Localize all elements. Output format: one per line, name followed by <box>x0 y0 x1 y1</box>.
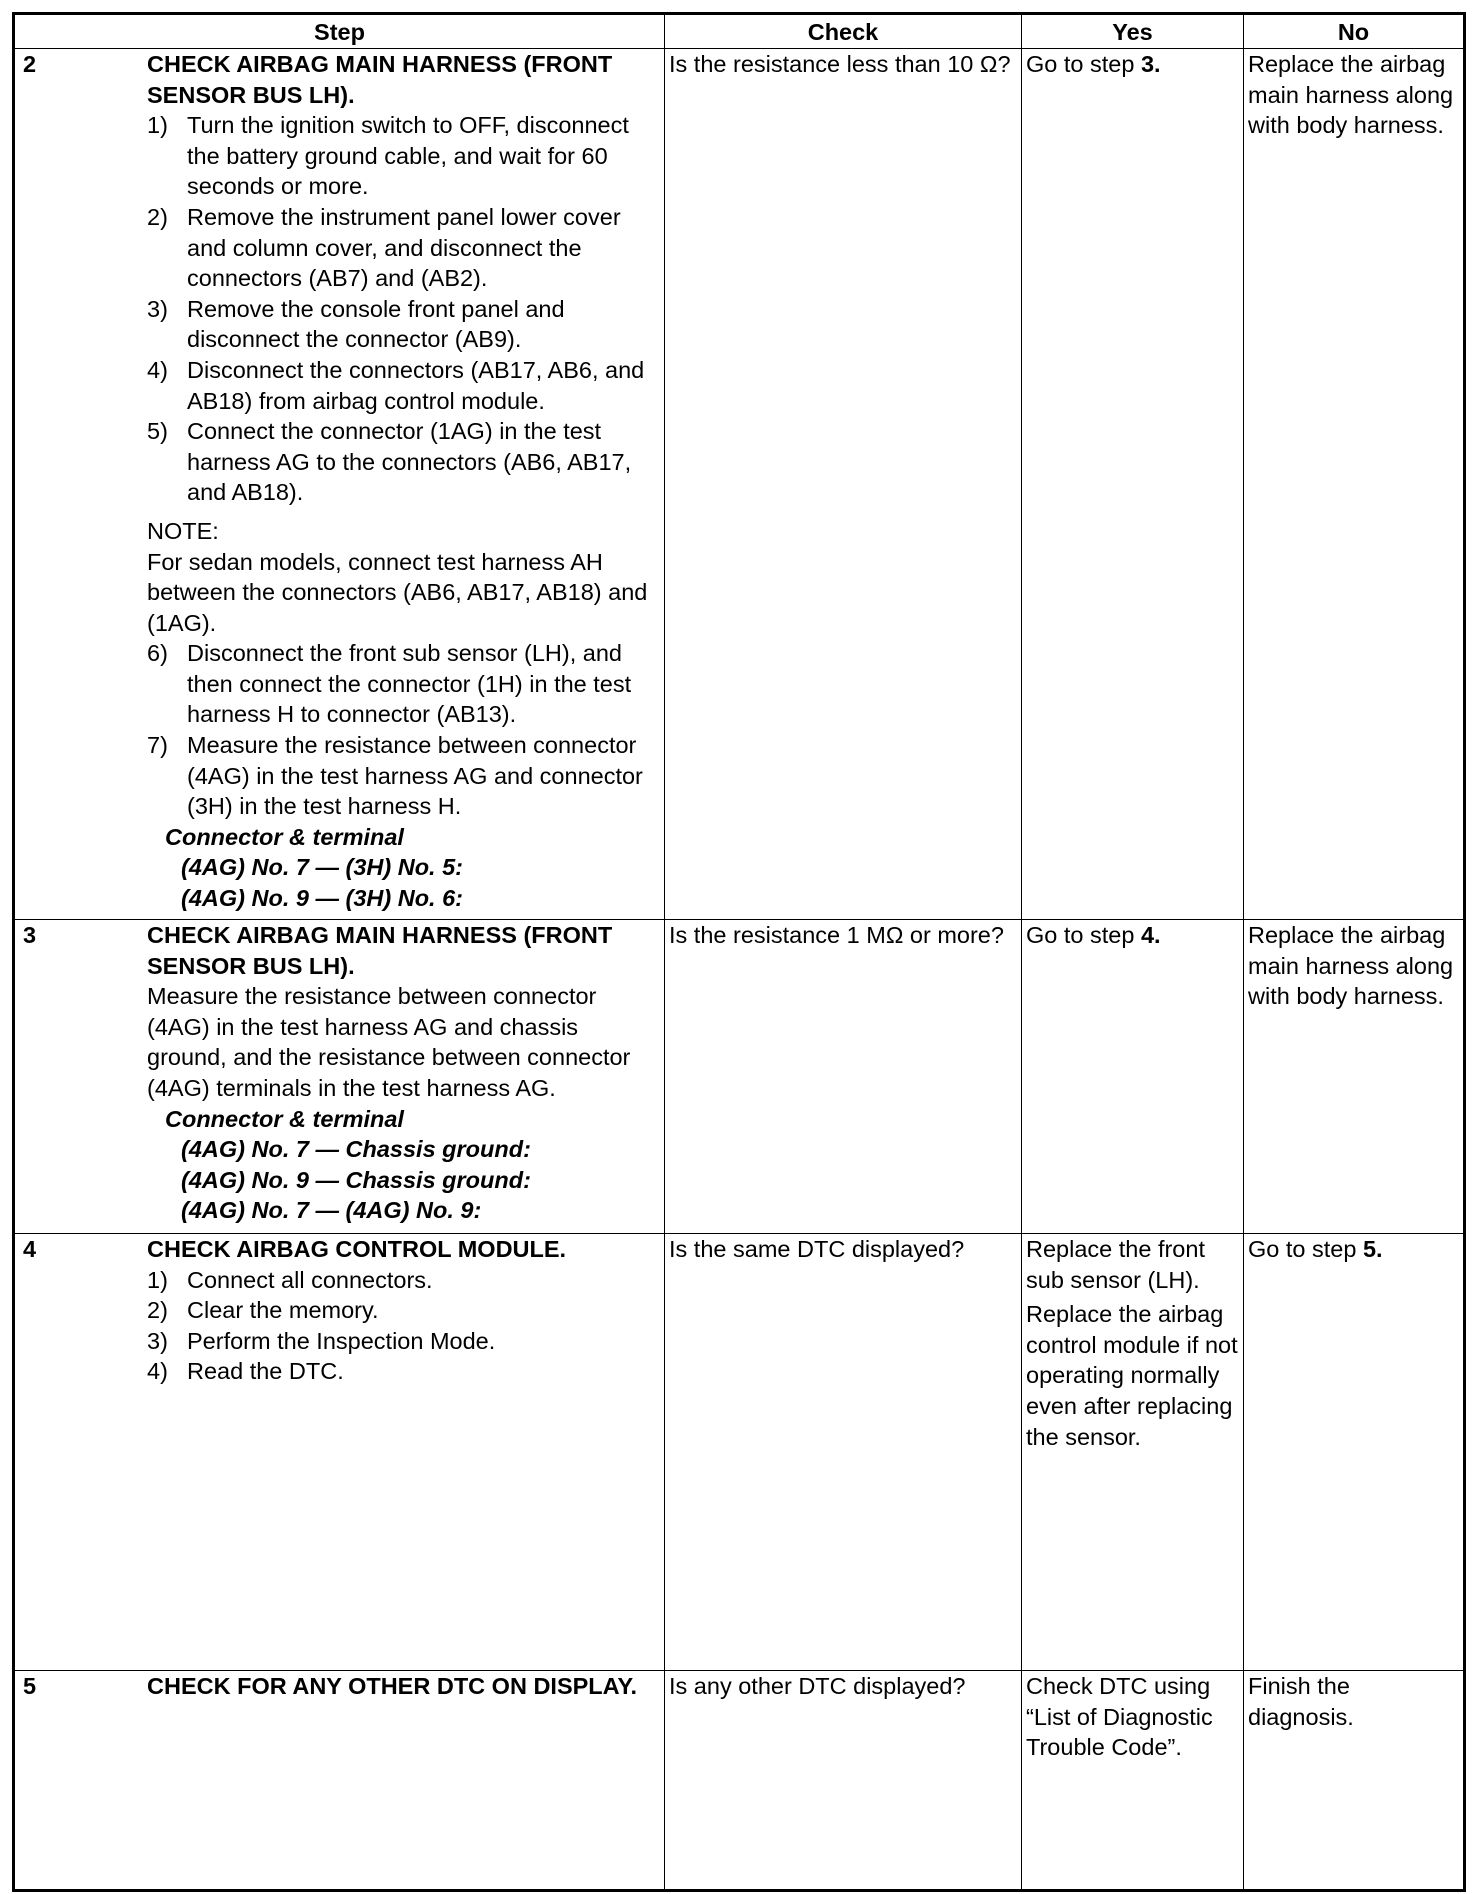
header-check: Check <box>665 14 1022 49</box>
item-number: 4) <box>147 356 168 383</box>
step-title: CHECK AIRBAG MAIN HARNESS (FRONT SENSOR BUS LH). <box>147 922 613 979</box>
terminal-spec: (4AG) No. 7 — (3H) No. 5: <box>181 854 464 881</box>
item-text: Connect the connector (1AG) in the test harness AG to the connectors (AB6, AB17, and AB18). <box>187 418 632 506</box>
yes-prefix: Go to step <box>1026 922 1141 948</box>
item-text: Remove the instrument panel lower cover and column cover, and disconnect the connectors (AB7) and (AB2). <box>187 203 621 292</box>
item-number: 1) <box>147 112 168 139</box>
check-cell: Is the resistance 1 MΩ or more? <box>665 920 1022 1234</box>
note-label: NOTE: <box>147 517 219 544</box>
no-step-ref: 5 <box>1362 1236 1377 1262</box>
item-number: 1) <box>147 1266 168 1293</box>
connector-label: Connector & terminal <box>165 1105 404 1132</box>
step-body <box>147 1234 660 1387</box>
yes-suffix: . <box>1154 51 1161 77</box>
no-cell: Finish the diagnosis. <box>1244 1671 1465 1891</box>
step-number: 2 <box>23 51 37 77</box>
step-description: Measure the resistance between connector (4AG) in the test harness AG and chassis ground, and the resistance between connector (4AG) terminals in the test harness AG. <box>147 983 631 1101</box>
yes-cell: Check DTC using “List of Diagnostic Trouble Code”. <box>1022 1671 1244 1891</box>
item-number: 7) <box>147 732 168 759</box>
header-step: Step <box>14 14 665 49</box>
step-cell <box>14 1234 665 1671</box>
terminal-spec: (4AG) No. 7 — Chassis ground: <box>181 1136 531 1163</box>
yes-step-ref: 4 <box>1140 922 1155 948</box>
no-suffix: . <box>1376 1236 1383 1262</box>
no-prefix: Go to step <box>1248 1236 1363 1262</box>
check-cell: Is the same DTC displayed? <box>665 1234 1022 1671</box>
item-text: Connect all connectors. <box>187 1266 433 1293</box>
item-text: Turn the ignition switch to OFF, disconnect the battery ground cable, and wait for 60 seconds or more. <box>187 112 629 200</box>
item-text: Remove the console front panel and disconnect the connector (AB9). <box>187 295 565 353</box>
yes-cell <box>1022 49 1244 920</box>
step-cell <box>14 49 665 920</box>
item-number: 4) <box>147 1358 168 1385</box>
yes-cell <box>1022 920 1244 1234</box>
item-number: 2) <box>147 1297 168 1324</box>
item-text: Disconnect the front sub sensor (LH), and then connect the connector (1H) in the test harness H to connector (AB13). <box>187 640 632 728</box>
item-number: 2) <box>147 203 168 230</box>
note-text: For sedan models, connect test harness AH between the connectors (AB6, AB17, AB18) and (1AG). <box>147 548 648 636</box>
yes-suffix: . <box>1154 922 1161 948</box>
yes-text: Replace the airbag control module if not operating normally even after replacing the sensor. <box>1026 1301 1238 1450</box>
yes-prefix: Go to step <box>1026 51 1141 77</box>
check-cell: Is the resistance less than 10 Ω? <box>665 49 1022 920</box>
item-text: Clear the memory. <box>187 1297 379 1324</box>
table-header-row <box>14 14 1465 49</box>
header-no: No <box>1244 14 1465 49</box>
step-cell <box>14 920 665 1234</box>
item-number: 3) <box>147 295 168 322</box>
terminal-spec: (4AG) No. 7 — (4AG) No. 9: <box>181 1197 482 1224</box>
no-cell <box>1244 1234 1465 1671</box>
step-body <box>147 49 660 914</box>
table-row-step-3 <box>14 920 1465 1234</box>
step-body <box>147 920 660 1226</box>
step-cell <box>14 1671 665 1891</box>
step-title: CHECK AIRBAG MAIN HARNESS (FRONT SENSOR BUS LH). <box>147 51 613 108</box>
item-text: Disconnect the connectors (AB17, AB6, and AB18) from airbag control module. <box>187 356 645 414</box>
no-cell: Replace the airbag main harness along with body harness. <box>1244 920 1465 1234</box>
check-cell: Is any other DTC displayed? <box>665 1671 1022 1891</box>
step-title: CHECK AIRBAG CONTROL MODULE. <box>147 1236 567 1262</box>
no-cell: Replace the airbag main harness along with body harness. <box>1244 49 1465 920</box>
item-number: 5) <box>147 418 168 445</box>
item-number: 3) <box>147 1327 168 1354</box>
step-number: 5 <box>23 1673 37 1699</box>
yes-text: Replace the front sub sensor (LH). <box>1026 1236 1205 1293</box>
terminal-spec: (4AG) No. 9 — Chassis ground: <box>181 1166 531 1193</box>
item-text: Read the DTC. <box>187 1358 344 1385</box>
table-row-step-5 <box>14 1671 1465 1891</box>
yes-cell <box>1022 1234 1244 1671</box>
table-row-step-2 <box>14 49 1465 920</box>
connector-label: Connector & terminal <box>165 823 404 850</box>
item-text: Measure the resistance between connector (4AG) in the test harness AG and connector (3H) in the test harness H. <box>187 732 643 820</box>
item-number: 6) <box>147 640 168 667</box>
step-body <box>147 1671 660 1702</box>
step-number: 3 <box>23 922 37 948</box>
header-yes: Yes <box>1022 14 1244 49</box>
step-number: 4 <box>23 1236 37 1262</box>
step-title: CHECK FOR ANY OTHER DTC ON DISPLAY. <box>147 1673 638 1699</box>
yes-step-ref: 3 <box>1140 51 1155 77</box>
diagnostic-table <box>12 12 1466 1892</box>
terminal-spec: (4AG) No. 9 — (3H) No. 6: <box>181 885 464 912</box>
item-text: Perform the Inspection Mode. <box>187 1327 496 1354</box>
table-row-step-4 <box>14 1234 1465 1671</box>
